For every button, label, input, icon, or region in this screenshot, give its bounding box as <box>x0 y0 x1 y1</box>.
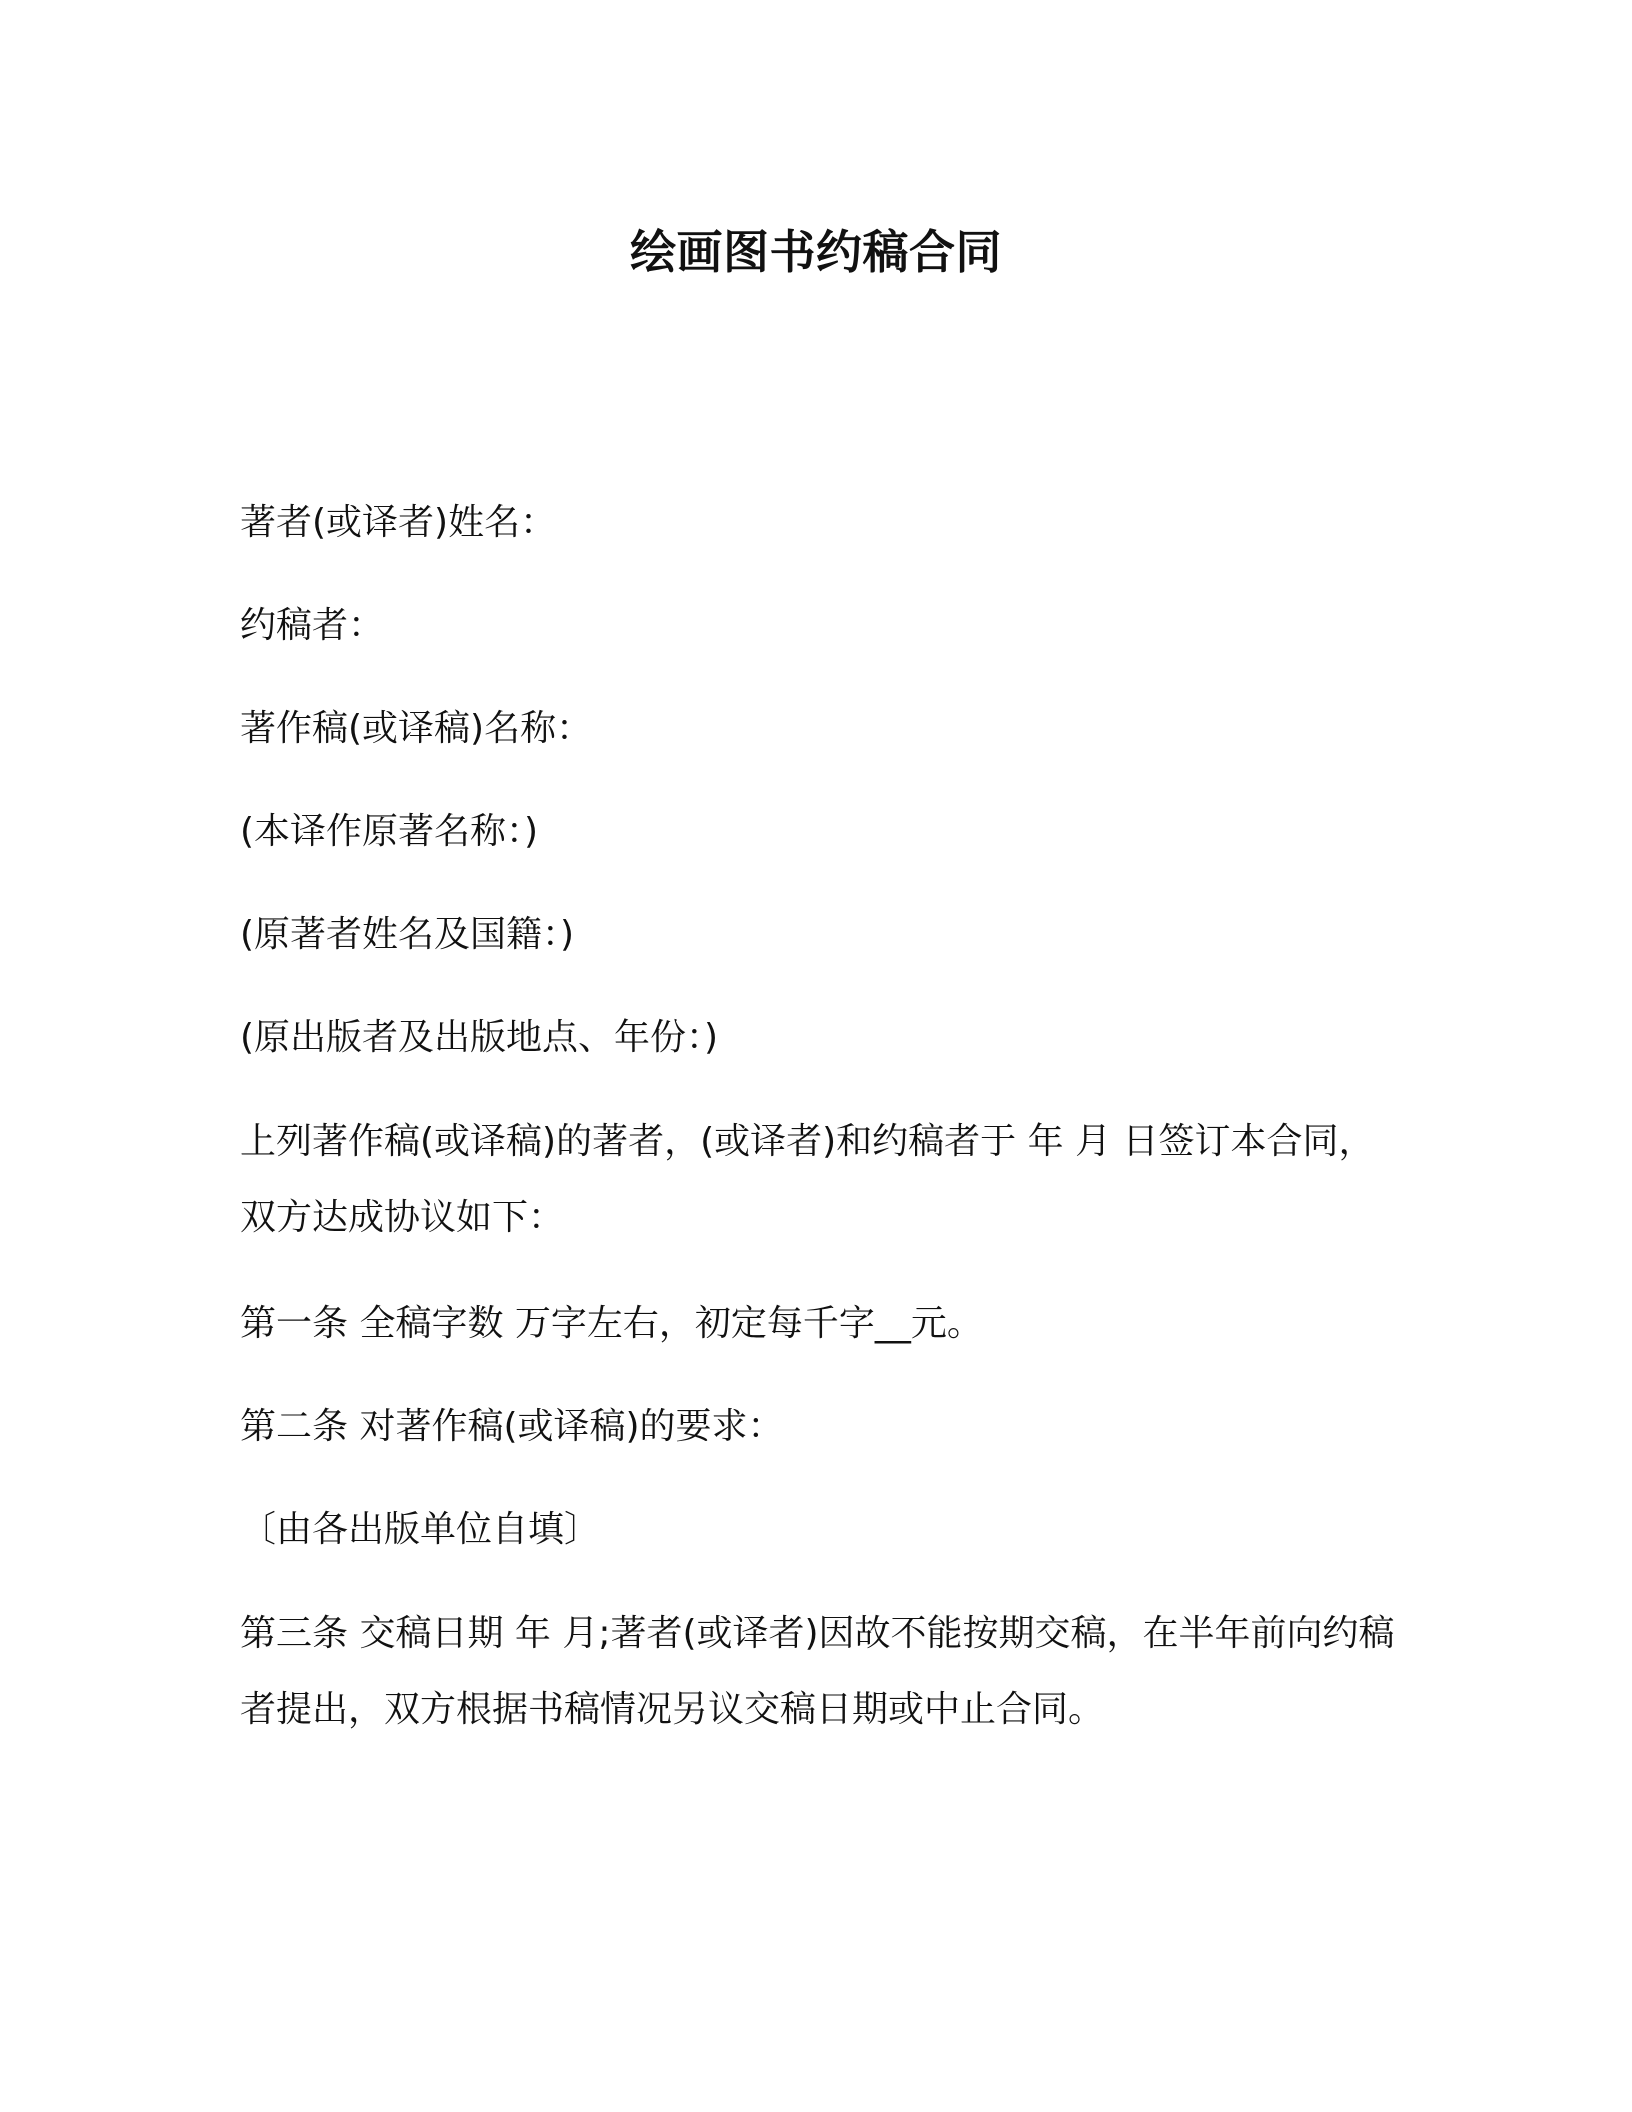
field-original-author: (原著者姓名及国籍：) <box>240 914 575 955</box>
field-commissioner: 约稿者： <box>240 605 385 646</box>
preamble-paragraph: 上列著作稿(或译稿)的著者，(或译者)和约稿者于 年 月 日签订本合同，双方达成协议如下： <box>240 1121 1375 1238</box>
article-2-note: 〔由各出版单位自填〕 <box>240 1509 601 1550</box>
field-author-name: 著者(或译者)姓名： <box>240 502 557 543</box>
field-original-title: (本译作原著名称：) <box>240 811 539 852</box>
field-work-title: 著作稿(或译稿)名称： <box>240 708 593 749</box>
document-title: 绘画图书约稿合同 <box>630 225 1002 279</box>
field-original-publisher: (原出版者及出版地点、年份：) <box>240 1017 719 1058</box>
article-1: 第一条 全稿字数 万字左右，初定每千字__元。 <box>240 1303 983 1344</box>
article-2: 第二条 对著作稿(或译稿)的要求： <box>240 1406 784 1447</box>
article-3: 第三条 交稿日期 年 月;著者(或译者)因故不能按期交稿，在半年前向约稿者提出，双方根据书稿情况另议交稿日期或中止合同。 <box>240 1613 1395 1730</box>
